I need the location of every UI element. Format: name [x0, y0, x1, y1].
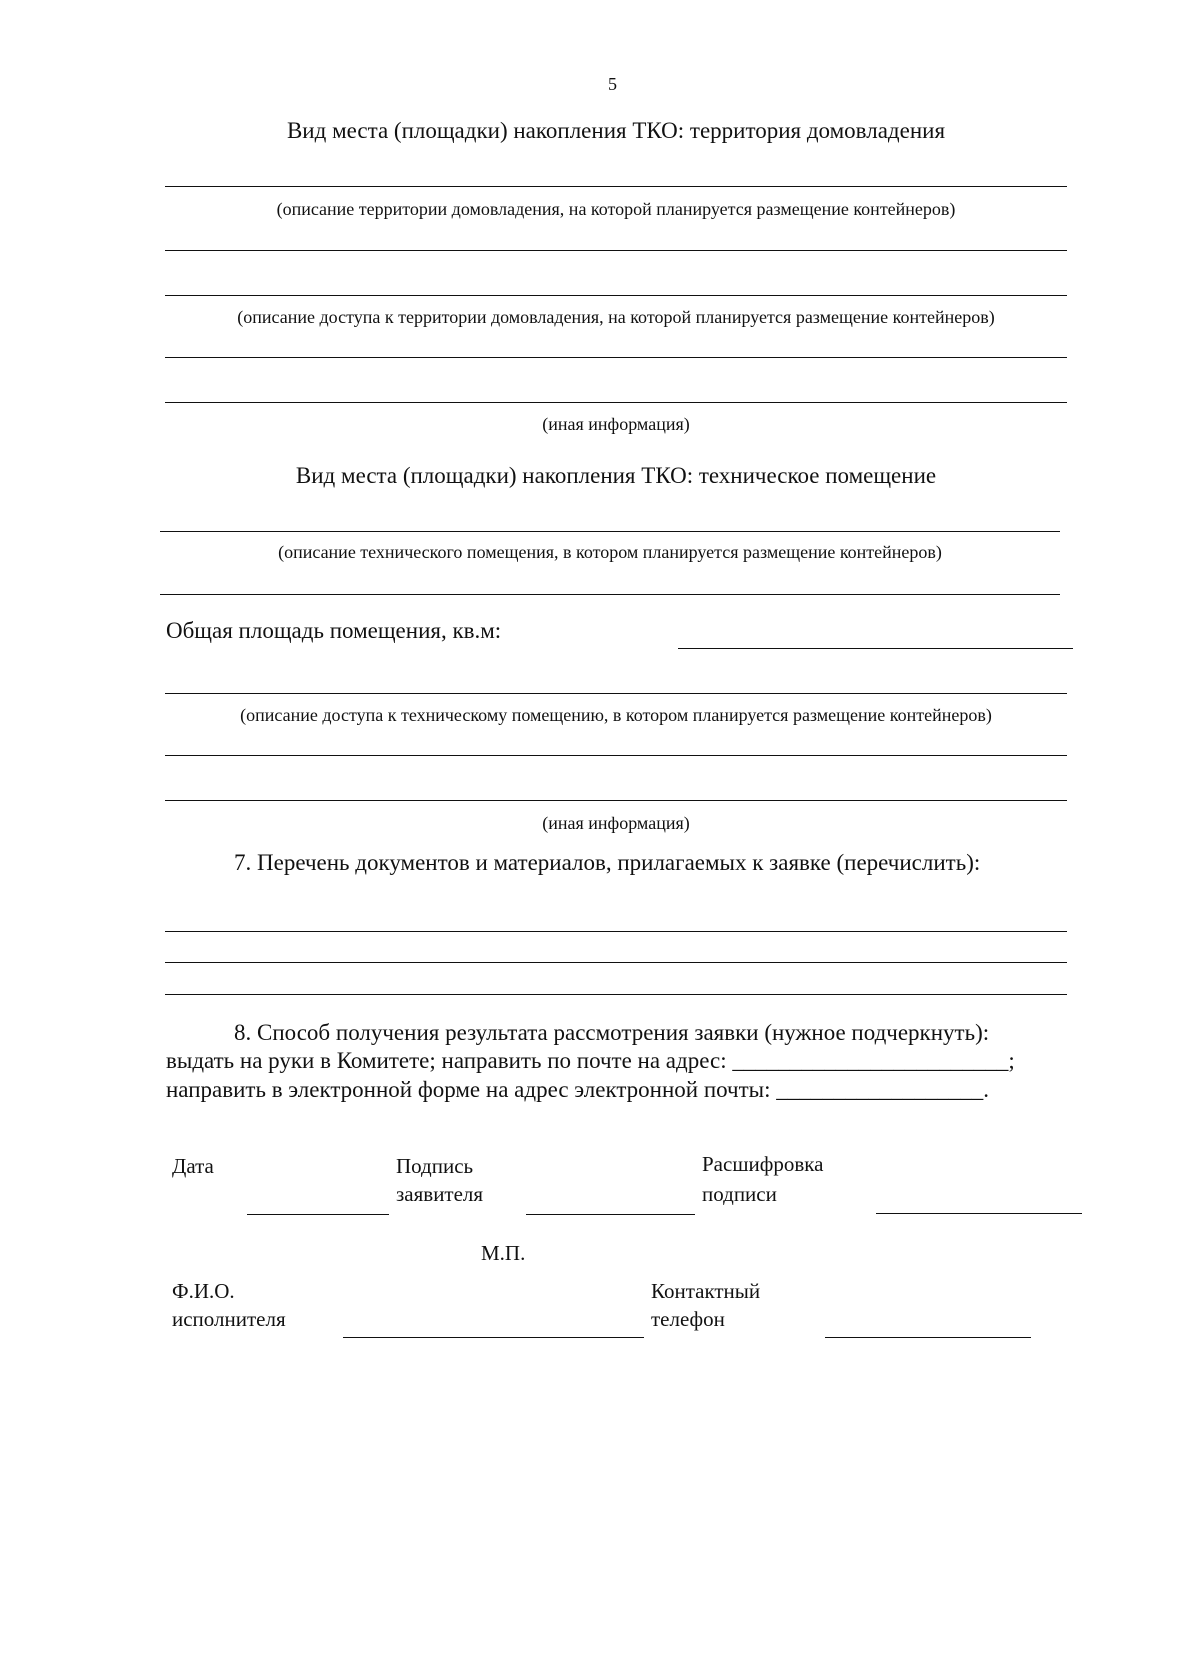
item7-fill-line-1	[165, 931, 1067, 932]
item8-line1: 8. Способ получения результата рассмотрения заявки (нужное подчеркнуть):	[234, 1020, 990, 1045]
signature-label-line1: Подпись	[396, 1154, 474, 1178]
executor-label-line2: исполнителя	[172, 1307, 286, 1331]
fill-line-home-access-2	[165, 357, 1067, 358]
decoding-label-line2: подписи	[702, 1182, 777, 1206]
decoding-fill-line	[876, 1213, 1082, 1214]
fill-line-room-access	[165, 693, 1067, 694]
signature-label-line2: заявителя	[396, 1182, 484, 1206]
page-number: 5	[608, 74, 617, 94]
fill-line-room-description-2	[160, 594, 1060, 595]
decoding-label-line1: Расшифровка	[702, 1152, 824, 1176]
section-heading-room: Вид места (площадки) накопления ТКО: техническое помещение	[295, 463, 937, 488]
executor-fill-line	[343, 1337, 644, 1338]
caption-home-access: (описание доступа к территории домовладения, на которой планируется размещение контейнеров)	[237, 307, 995, 327]
caption-room-other: (иная информация)	[542, 813, 690, 833]
caption-room-description: (описание технического помещения, в котором планируется размещение контейнеров)	[278, 542, 942, 562]
phone-label-line1: Контактный	[651, 1279, 761, 1303]
caption-room-access: (описание доступа к техническому помещению, в котором планируется размещение контейнеров)	[240, 705, 992, 725]
item8-line3: направить в электронной форме на адрес электронной почты: __________________.	[166, 1077, 990, 1102]
fill-line-room-access-2	[165, 755, 1067, 756]
fill-line-home-other	[165, 402, 1067, 403]
executor-label-line1: Ф.И.О.	[172, 1279, 235, 1303]
stamp-label: М.П.	[481, 1241, 526, 1265]
item8-line2: выдать на руки в Комитете; направить по почте на адрес: ________________________;	[166, 1048, 1015, 1073]
signature-fill-line	[526, 1214, 695, 1215]
fill-line-room-description	[160, 531, 1060, 532]
fill-line-home-description	[165, 186, 1067, 187]
caption-home-description: (описание территории домовладения, на которой планируется размещение контейнеров)	[276, 199, 956, 219]
date-label: Дата	[172, 1154, 214, 1178]
item7-fill-line-3	[165, 994, 1067, 995]
item7-text: 7. Перечень документов и материалов, прилагаемых к заявке (перечислить):	[234, 850, 981, 875]
fill-line-room-other	[165, 800, 1067, 801]
fill-line-home-access	[165, 295, 1067, 296]
fill-line-home-description-2	[165, 250, 1067, 251]
area-fill-line	[678, 648, 1073, 649]
area-label: Общая площадь помещения, кв.м:	[166, 618, 502, 643]
caption-home-other: (иная информация)	[542, 414, 690, 434]
phone-fill-line	[825, 1337, 1031, 1338]
phone-label-line2: телефон	[651, 1307, 725, 1331]
item7-fill-line-2	[165, 962, 1067, 963]
section-heading-home: Вид места (площадки) накопления ТКО: территория домовладения	[286, 118, 946, 143]
date-fill-line	[247, 1214, 389, 1215]
